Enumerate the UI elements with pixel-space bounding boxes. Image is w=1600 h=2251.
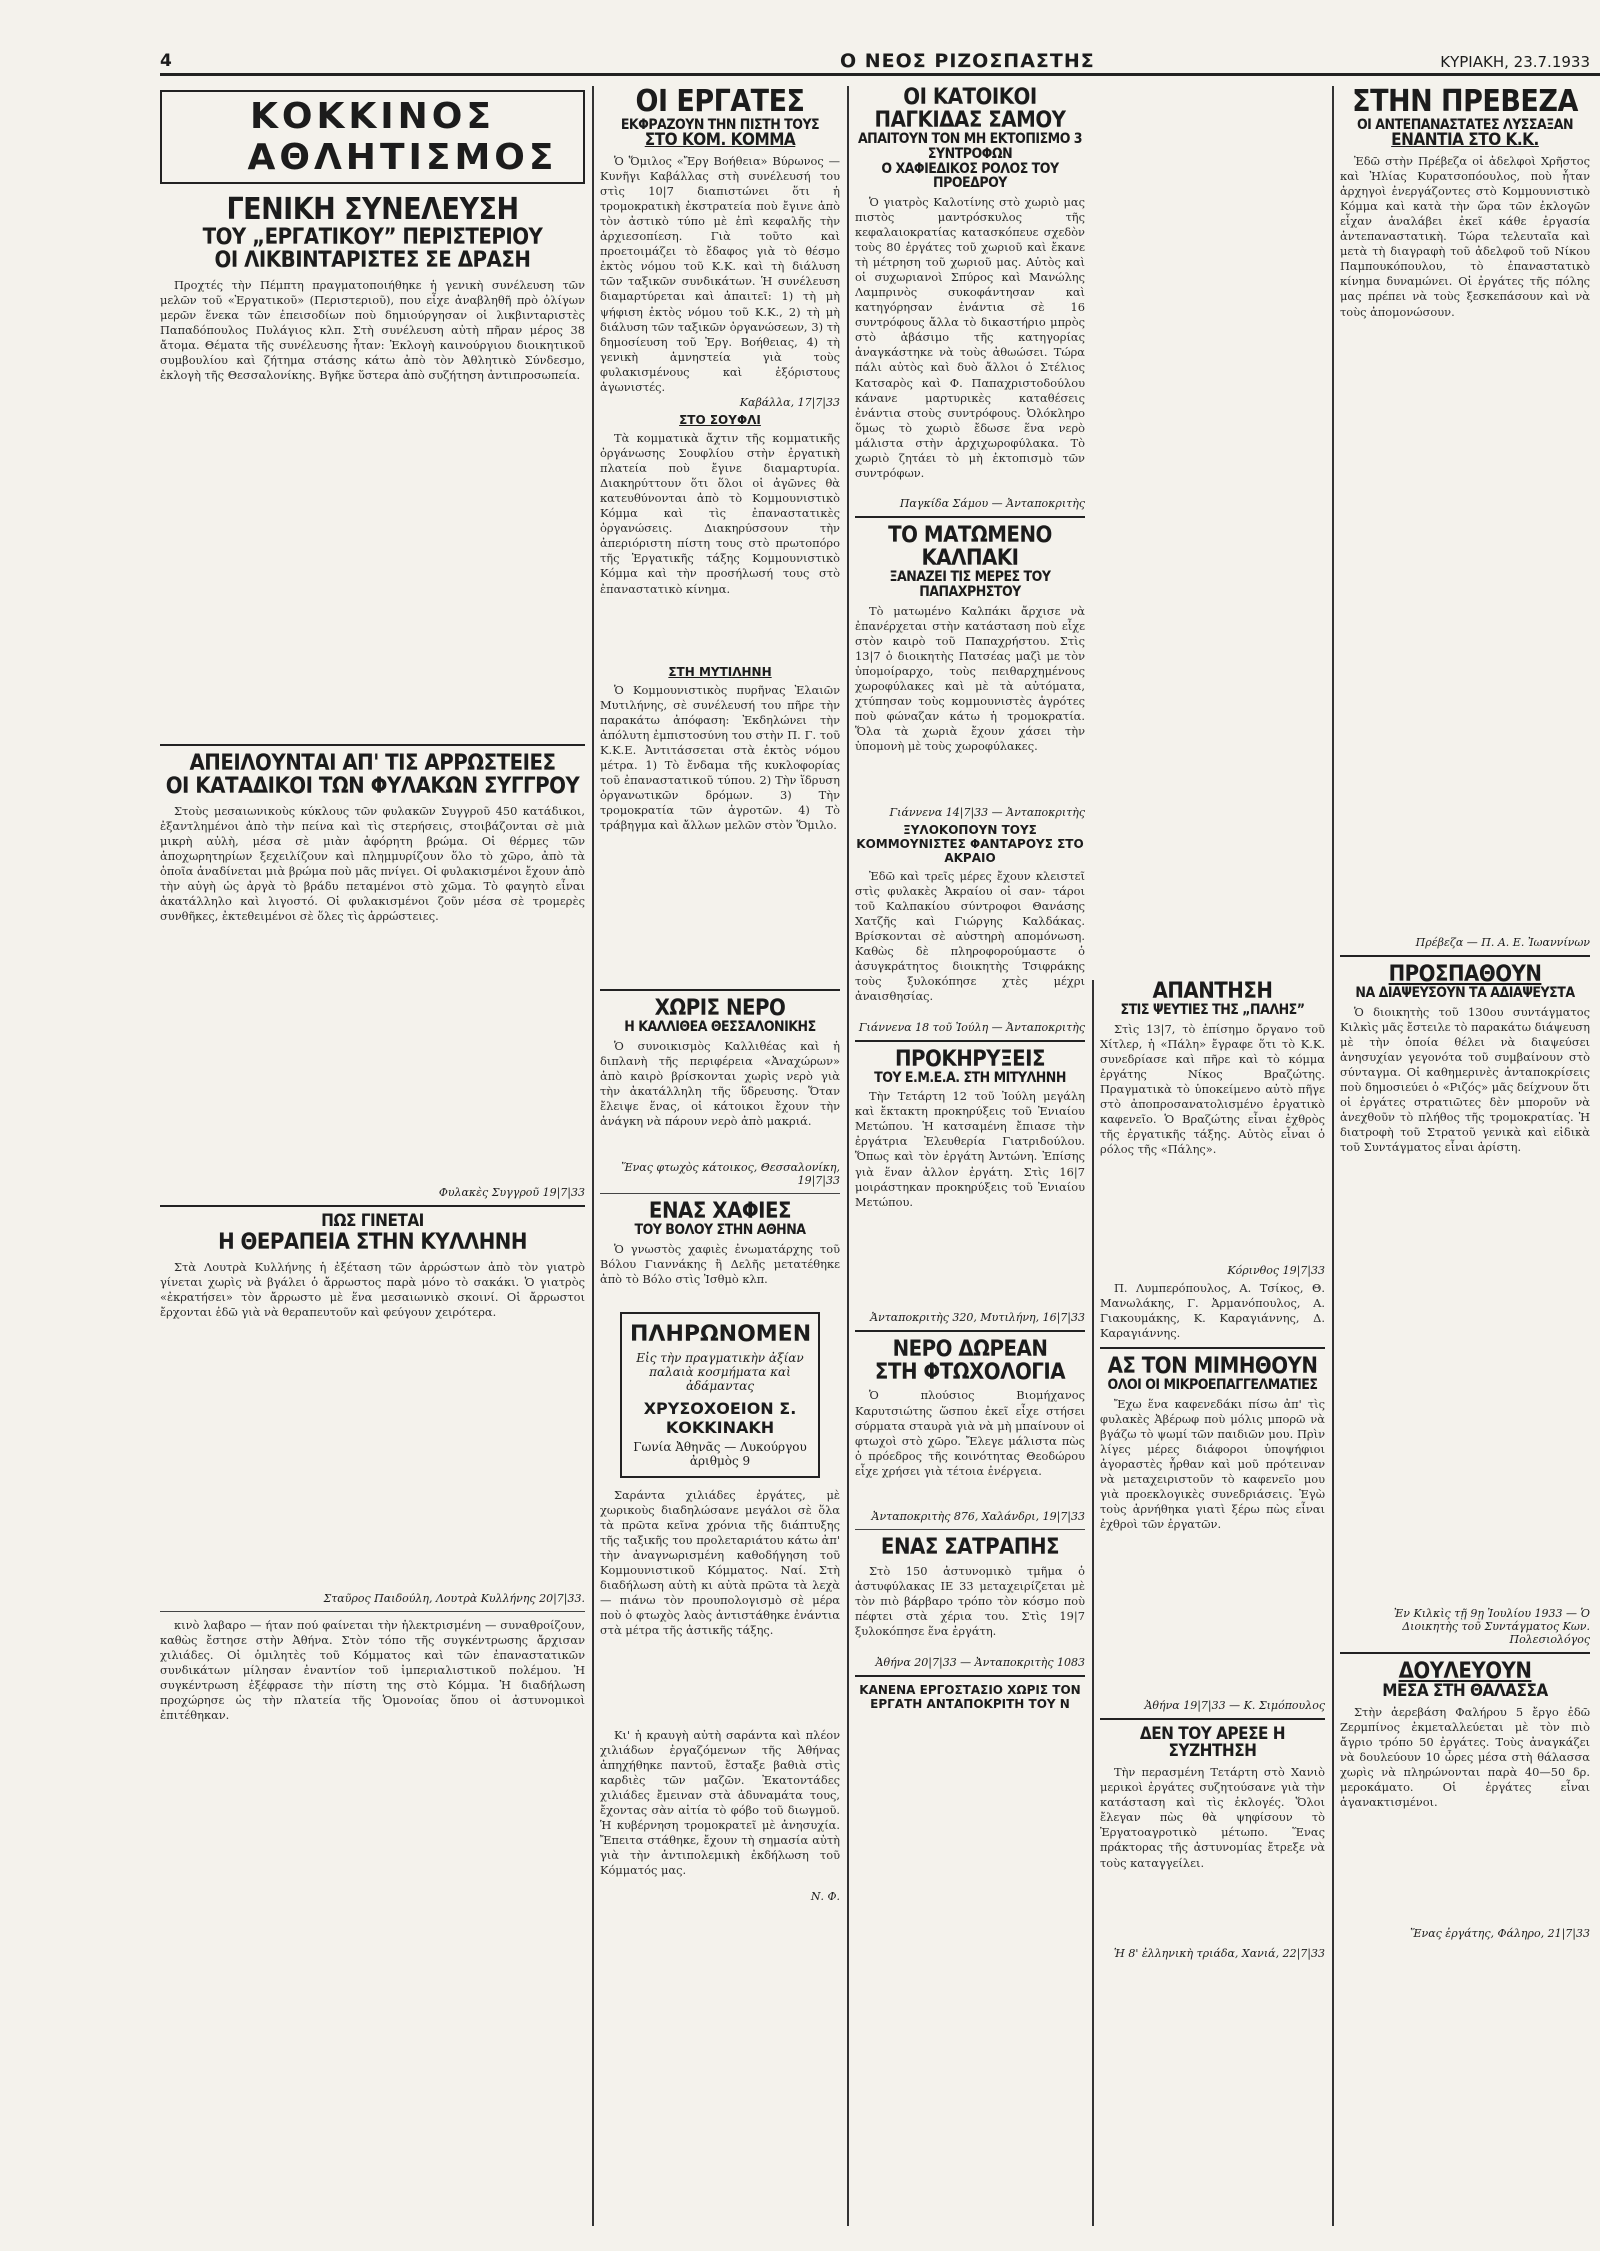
section-logo — [160, 90, 585, 184]
article-signature: Παγκίδα Σάμου — Ἀνταποκριτὴς — [899, 496, 1085, 510]
column-rule — [1332, 86, 1334, 2226]
article-signature: Ἀθήνα 19|7|33 — Κ. Σιμόπουλος — [1144, 1698, 1325, 1712]
headline-satrap: ΕΝΑΣ ΣΑΤΡΑΠΗΣ — [880, 1535, 1060, 1561]
headline-prisoners: ΟΙ ΚΑΤΑΔΙΚΟΙ ΤΩΝ ΦΥΛΑΚΩΝ ΣΥΓΓΡΟΥ — [165, 773, 580, 799]
article-body: Ἔχω ἕνα καφενεδάκι πίσω ἀπ' τὶς φυλακὲς Ἀβέρωφ ποὺ μόλις μπορῶ νὰ βγάζω τὸ ψωμί τῶν παιδιῶν μου. Πρὶν λίγες μέρες διάφοροι ὑποψήφιοι ἀγοραστὲς ἦρθαν καὶ μοῦ πρότειναν νὰ μεταχειριστοῦν τὸ καφενεῖο μου γιὰ προεκλογικὲς συνεδριάσεις. Ἐγὼ τοὺς ἀρνήθηκα γιατὶ ξέρω πὼς εἶναι ἐχθροὶ τῶν ἐργατῶν. — [1100, 1396, 1325, 1531]
divider — [855, 1529, 1085, 1530]
article-body: Κι' ἡ κραυγὴ αὐτὴ σαράντα καὶ πλέον χιλιάδων ἐργαζόμενων τῆς Ἀθήνας ἀπηχήθηκε παντοῦ, ἔσταξε βαθιὰ στὶς καρδιὲς τῶν μαζῶν. Ἐκατοντάδες χιλιάδες ἔμειναν στὰ ἀδυναμάτα τους, ἔχοντας σὰν αἰτία τὸ φόβο τοῦ διωγμοῦ. Ἡ κυβέρνηση τρομοκρατεῖ μὲ ἀνησυχία. Ἔπειτα στάθηκε, ἔχουν τὴ σημασία αὐτὴ γιὰ τὴν ἀντιπολεμικὴ ἐκδήλωση τοῦ Κόμματός μας. — [600, 1727, 840, 1878]
divider — [1100, 1347, 1325, 1349]
headline-trying: ΠΡΟΣΠΑΘΟΥΝ — [1388, 962, 1542, 988]
article-signature: Σταῦρος Παιδούλη, Λουτρὰ Κυλλήνης 20|7|33. — [323, 1591, 585, 1605]
article-signature: Ἕνας φτωχὸς κάτοικος, Θεσσαλονίκη, 19|7|33 — [621, 1160, 840, 1187]
headline-volos: ΤΟΥ ΒΟΛΟΥ ΣΤΗΝ ΑΘΗΝΑ — [634, 1221, 806, 1238]
headline-imitate: ΑΣ ΤΟΝ ΜΙΜΗΘΟΥΝ — [1107, 1353, 1318, 1379]
article-body: Τὰ κομματικὰ ἄχτιν τῆς κομματικῆς ὀργάνωσης Σουφλίου στὴν ἐργατικὴ πλατεία ποὺ ἔγινε διαμαρτυρία. Διακηρύττουν ὅτι ὅλοι οἱ ἀγῶνες θὰ κατευθύνονται ἀπὸ τὸ Κομμουνιστικὸ Κόμμα καὶ τὶς ἐπαναστατικὲς ὀργανώσεις. Διακηρύσσουν τὴν ἀπεριόριστη πίστη τους στὸ πρωτοπόρο τῆς Ἑργατικῆς τάξης Κομμουνιστικὸ Κόμμα καὶ τὴν προσήλωσή τους στὸ ἐπαναστατικὸ κίνημα. — [600, 431, 840, 596]
article-body: Σαράντα χιλιάδες ἐργάτες, μὲ χωρικοὺς διαδηλώσανε μεγάλοι σὲ ὅλα τὰ πρῶτα κεῖνα χρόνια τῆς διάπτυξης τῆς ταξικῆς του προλεταριάτου κάτω ἀπ' τὴν ἀναγνωρισμένη καθοδήγηση τοῦ Κομμουνιστικοῦ Κόμματος. Ναί. Στὴ διαδήλωση αὐτὴ κι αὐτὰ πρῶτα τὰ λεχὰ — πιάνω τὸν προυπολογισμὸ σὲ μέρα ποὺ ὁ φτωχὸς λαὸς ἀντιστάθηκε ἐνάντια στὰ μέτρα τῆς ἀστικῆς τάξης. — [600, 1487, 840, 1638]
article-body: Τὸ ματωμένο Καλπάκι ἄρχισε νὰ ἐπανέρχεται στὴν κατάσταση ποὺ εἶχε στὸν καιρὸ τοῦ Παπαχρήστου. Στὶς 13|7 ὁ διοικητὴς Πατσέας μαζὶ με τὸν ὑπομοίραρχο, τοὺς πειθαρχημένους χωροφύλακες καὶ μὲ τὰ αὐτόματα, χτύπησαν τοὺς κομμουνιστὲς ἀγρότες ποὺ φώναζαν κάτω ἡ τρομοκρατία. Ὅλα τὰ χωριὰ ἔχουν χάσει τὴν ὑπομονὴ μὲ τοὺς χωροφύλακες. — [855, 603, 1085, 753]
article-body: Ὁ γιατρὸς Καλοτίνης στὸ χωριὸ μας πιστὸς μαντρόσκυλος τῆς κεφαλαιοκρατίας κατασκόπευε σχεδὸν τοὺς 80 ἐργάτες τοῦ χωριοῦ καὶ ἔκανε τὴ μέτρηση τοῦ χωριοῦ μας. Αὐτὸς καὶ οἱ συχωριανοὶ Σπύρος καὶ Μανώλης Λαμπρινὸς συκοφάντησαν καὶ κατηγόρησαν ἐνάντια σὲ 16 συντρόφους ἄλλα τὸ δικαστήριο μπρὸς στὸ ἀβάσιμο τῆς κατηγορίας ἀναγκάστηκε νὰ τοὺς ἀθωώσει. Τώρα πάλι αὐτὸς καὶ δυὸ ἄλλοι ὁ Στέλιος Κατσαρὸς καὶ Φ. Παπαχριστοδούλου κάνανε μαρτυρικὲς καταθέσεις ἐνάντια στοὺς συντρόφους. Ὀλόκληρο ὅμως τὸ χωριὸ ἔδωσε ἕνα νερὸ μάλιστα στὴν ἀρχιχωροφύλακα. Τὸ χωριὸ ζητάει τὸ μὴ ἐκτοπισμὸ τῶν συντρόφων. — [855, 194, 1085, 480]
article-body: Στὴν ἀερεβάση Φαλήρου 5 ἔργο ἐδῶ Ζερμπίνος ἐκμεταλλεύεται μὲ τὸν πιὸ ἄγριο τρόπο 50 ἐργάτες. Τοὺς ἀναγκάζει νὰ δουλεύουν 10 ὧρες μέσα στὴ θάλασσα χωρὶς νὰ πληρώνονται παρὰ 40—50 δρ. μεροκάματο. Οἱ ἐργάτες εἶναι ἀγανακτισμένοι. — [1340, 1704, 1590, 1810]
newspaper-title: Ο ΝΕΟΣ ΡΙΖΟΣΠΑΣΤΗΣ — [840, 50, 1095, 72]
column-rule — [592, 86, 594, 2226]
headline-threatened: ΑΠΕΙΛΟΥΝΤΑΙ ΑΠ' ΤΙΣ ΑΡΡΩΣΤΕΙΕΣ — [189, 750, 556, 776]
footer-slogan: ΚΑΝΕΝΑ ΕΡΓΟΣΤΑΣΙΟ ΧΩΡΙΣ ΤΟΝ ΕΡΓΑΤΗ ΑΝΤΑΠΟΚΡΙΤΗ ΤΟΥ Ν — [859, 1682, 1081, 1711]
ad-shop-name: ΧΡΥΣΟΧΟΕΙΟΝ Σ. ΚΟΚΚΙΝΑΚΗ — [643, 1398, 797, 1437]
article-signature: Ἐν Κιλκὶς τῇ 9ῃ Ἰουλίου 1933 — Ὁ Διοικητὴς τοῦ Συντάγματος Κων. Πολεσιολόγος — [1393, 1606, 1590, 1646]
article-signature: Ἡ 8' ἐλληνικὴ τριάδα, Χανιά, 22|7|33 — [1113, 1947, 1325, 1961]
column-3 — [855, 86, 1085, 2226]
issue-date: ΚΥΡΙΑΚΗ, 23.7.1933 — [1440, 53, 1590, 71]
column-5 — [1340, 86, 1590, 2226]
article-body: Τὴν Τετάρτη 12 τοῦ Ἰούλη μεγάλη καὶ ἔκτακτη προκηρύξεις τοῦ Ἐνιαίου Μετώπου. Ἡ κατσαμένη ἔπιασε τὴν ἐργάτρια Ἐλευθερία Γιατριδούλου. Ὅπως καὶ τὸν ἐργάτη Ἀντώνη. Ἐπίσης γιὰ ἕναν ἀλλον ἐργάτη. Στὶς 16|7 μοιράστηκαν προκηρύξεις τοῦ Ἐνιαίου Μετώπου. — [855, 1089, 1085, 1209]
headline-working: ΔΟΥΛΕΥΟΥΝ — [1398, 1658, 1532, 1684]
article-signature: Ν. Φ. — [810, 1889, 840, 1903]
headline-against-kk: ΕΝΑΝΤΙΑ ΣΤΟ Κ.Κ. — [1391, 130, 1539, 151]
column-1 — [160, 86, 585, 2226]
divider — [1340, 1652, 1590, 1654]
article-body: Ὁ συνοικισμὸς Καλλιθέας καὶ ἡ διπλανὴ τῆς περιφέρεια «Ἀναχώρων» ἀπὸ καιρὸ βρίσκονται χωρὶς νερὸ γιὰ τὴν ἀκατάλληλη τῆς ὕδρευσης. Ὅταν ἔλειψε ἕνας, οἱ κάτοικοι ἔχουν τὴν ἀνάγκη νὰ πάρουν νερὸ ἀπὸ μακριά. — [600, 1038, 840, 1129]
headline-workers: ΟΙ ΕΡΓΑΤΕΣ — [635, 86, 805, 119]
article-body: Ἐδῶ καὶ τρεῖς μέρες ἔχουν κλειστεῖ στὶς φυλακὲς Ἀκραίου οἱ σαν- τάροι τοῦ Καλπακίου σύντροφοι Θανάσης Χατζῆς καὶ Γιώργης Καλδάκας. Βρίσκονται σὲ αὐστηρὴ απομόνωση. Καθὼς δὲ πληροφορούμαστε ὁ ἀσυγκράτητος διοικητὴς Τσιφράκης τοὺς ξυλοκόπησε χτὲς μέχρι ἀναισθησίας. — [855, 868, 1085, 1003]
headline-free-water: ΝΕΡΟ ΔΩΡΕΑΝ — [892, 1337, 1048, 1363]
headline-demand: ΑΠΑΙΤΟΥΝ ΤΟΝ ΜΗ ΕΚΤΟΠΙΣΜΟ 3 ΣΥΝΤΡΟΦΩΝ — [857, 131, 1083, 162]
article-signature: Καβάλλα, 17|7|33 — [739, 396, 840, 410]
divider — [600, 1193, 840, 1194]
divider — [855, 1330, 1085, 1332]
ad-subtitle: Εἰς τὴν πραγματικὴν ἀξίαν παλαιὰ κοσμήματα καὶ ἀδάμαντας — [636, 1350, 804, 1393]
article-signature: Ἀνταποκριτὴς 876, Χαλάνδρι, 19|7|33 — [871, 1510, 1085, 1524]
subheading-soufli: ΣΤΟ ΣΟΥΦΛΙ — [679, 413, 761, 428]
divider — [600, 989, 840, 991]
headline-informer: ΕΝΑΣ ΧΑΦΙΕΣ — [648, 1198, 792, 1224]
headline-general-assembly: ΓΕΝΙΚΗ ΣΥΝΕΛΕΥΣΗ — [226, 192, 519, 227]
headline-answer: ΑΠΑΝΤΗΣΗ — [1152, 980, 1273, 1004]
article-body: Ὁ Κομμουνιστικὸς πυρῆνας Ἐλαιῶν Μυτιλήνης, σὲ συνέλευσή του πῆρε τὴν παρακάτω ἀπόφαση: Ἐκδηλώνει τὴν ἀπόλυτη ἐμπιστοσύνη του στὴν Π. Γ. τοῦ Κ.Κ.Ε. Ἀντιτάσσεται στὰ ἐκτὸς νόμου μέτρα. 1) Τὸ ἔνδαμα τῆς κυκλοφορίας τοῦ ἐπαναστατικοῦ τύπου. 2) Τὴν ἵδρυση ὀργανωτικῶν δρόμων. 3) Τὴν τρομοκρατία τῶν ἀγροτῶν. 4) Τὸ τράβηγμα καὶ ἄλλων μελῶν στὸν Ὅμιλο. — [600, 683, 840, 833]
page-number: 4 — [160, 51, 172, 71]
subheading-beating: ΞΥΛΟΚΟΠΟΥΝ ΤΟΥΣ ΚΟΜΜΟΥΝΙΣΤΕΣ ΦΑΝΤΑΡΟΥΣ ΣΤΟ ΑΚΡΑΙΟ — [856, 822, 1084, 865]
article-body: Ὁ Ὅμιλος «Ἔργ Βοήθεια» Βύρωνος — Κυνῆγι Καβάλλας στὴ συνέλευσή του στὶς 10|7 διαπιστώνει ὅτι ἡ τρομοκρατικὴ ἐκστρατεία ποὺ ἔγινε ἀπὸ τὸν ἀστικὸ τύπο μὲ ἐπὶ κεφαλῆς τὴν ἀρχιεσοπίεση. Γιὰ τοῦτο καὶ προετοιμάζει τὸ ἔδαφος γιὰ τὸ θέσμο ἐκτὸς νόμου τοῦ Κ.Κ. καὶ τὴ διάλυση τῶν ταξικῶν συνδικάτων. Ἡ συνέλευση διαμαρτύρεται καὶ ἀπαιτεῖ: 1) τὴ μὴ ψήφιση ἐκτὸς νόμου τοῦ Κ.Κ., 2) τὴ μὴ διάλυση τῶν ταξικῶν ὀργανώσεων, 3) τὴ δημοσίευση τοῦ Ἐργ. Βοήθειας, 4) τὴ γενικὴ ἀμνηστεία γιὰ τοὺς φυλακισμένους καὶ ἐξόριστους ἀγωνιστές. — [600, 154, 840, 394]
article-body: Προχτές τὴν Πέμπτη πραγματοποιήθηκε ἡ γενικὴ συνέλευση τῶν μελῶν τοῦ «Ἐργατικοῦ» (Περιστεριοῦ), που εἶχε ἀναβληθῆ πρὸ ὀλίγων μερῶν ἕνεκα τῶν ἐπεισοδίων ποὺ δημιούργησαν οἱ λικβινταριστὲς Παπαδόπουλος Πυλάγιος κλπ. Στὴ συνέλευση αὐτὴ πῆραν μέρος 38 ἄτομα. Θέματα τῆς συνέλευσης ἦταν: Ἐκλογὴ καινούργιου διοικητικοῦ συμβουλίου καὶ ζήτημα στάσης κάτω ἀπὸ τὸν Ἀθλητικὸ Σύνδεσμο, ἐκλογὴ τῆς Θεσσαλονίκης. Βγῆκε ὕστερα ἀπὸ συζήτηση ἀντιπροσωπεία. — [160, 277, 585, 382]
divider — [855, 1040, 1085, 1042]
divider — [855, 1675, 1085, 1677]
headline-president-role: Ο ΧΑΦΙΕΔΙΚΟΣ ΡΟΛΟΣ ΤΟΥ ΠΡΟΕΔΡΟΥ — [881, 160, 1059, 192]
subheadline-liquidators: ΟΙ ΛΙΚΒΙΝΤΑΡΙΣΤΕΣ ΣΕ ΔΡΑΣΗ — [214, 247, 531, 273]
subheading-mytilini: ΣΤΗ ΜΥΤΙΛΗΝΗ — [668, 665, 772, 680]
headline-emea: ΤΟΥ Ε.Μ.Ε.Α. ΣΤΗ ΜΙΤΥΛΗΝΗ — [874, 1069, 1066, 1086]
article-body: Στὰ Λουτρὰ Κυλλήνης ἡ ἐξέταση τῶν ἀρρώστων ἀπὸ τὸν γιατρὸ γίνεται χωρὶς νὰ βγάλει ὁ ἄρρωστος παρὰ μόνο τὸ σακάκι. Ὁ γιατρὸς «ἐκρατήσει» τὸν ἄρρωστο μὲ ἕνα μεσαιωνικὸ σκοινί. Οἱ ἄρρωστοι ἔρχονται ἐδῶ γιὰ νὰ θεραπευτοῦν καὶ φεύγουν χειρότερα. — [160, 1259, 585, 1319]
headline-discussion: ΔΕΝ ΤΟΥ ΑΡΕΣΕ Η ΣΥΖΗΤΗΣΗ — [1139, 1723, 1286, 1762]
headline-kyllini: Η ΘΕΡΑΠΕΙΑ ΣΤΗΝ ΚΥΛΛΗΝΗ — [218, 1229, 527, 1255]
article-signature: Γιάννενα 14|7|33 — Ἀνταποκριτὴς — [889, 805, 1085, 819]
article-body: Τὴν περασμένη Τετάρτη στὸ Χανιὸ μερικοὶ ἐργάτες συζητούσανε γιὰ τὴν κατάσταση καὶ τὶς ἐκλογές. Ὅλοι ἔλεγαν πὼς θὰ ψηφίσουν τὸ Ἐργατοαγροτικὸ μέτωπο. Ἕνας πράκτορας τῆς ἀστυνομίας ἔτρεξε νὰ τοὺς καταγγείλει. — [1100, 1765, 1325, 1870]
divider — [1100, 1718, 1325, 1720]
divider — [1340, 955, 1590, 957]
headline-residents: ΟΙ ΚΑΤΟΙΚΟΙ ΠΑΓΚΙΔΑΣ ΣΑΜΟΥ — [874, 86, 1066, 134]
article-signature: Φυλακὲς Συγγροῦ 19|7|33 — [438, 1185, 585, 1199]
headline-small-traders: ΟΛΟΙ ΟΙ ΜΙΚΡΟΕΠΑΓΓΕΛΜΑΤΙΕΣ — [1107, 1376, 1318, 1393]
article-body: Στοὺς μεσαιωνικοὺς κύκλους τῶν φυλακῶν Συγγροῦ 450 κατάδικοι, ἐξαντλημένοι ἀπὸ τὴν πείνα καὶ τὶς στερήσεις, στοιβάζονται σὲ μιὰ μικρὴ αὐλὴ, μέσα σὲ μιὰν ἀφόρητη βρώμα. Οἱ θέρμες τῶν ἀποχωρητηρίων ξεχειλίζουν καὶ πλημμυρίζουν ὅλο τὸ χῶρο, ἀπὸ τὰ ὁποῖα ἀναδίνεται μιὰ βρώμα ποὺ μᾶς πνίγει. Οἱ φυλακισμένοι ἔχουν ἀπὸ τὴν αὐγὴ ὡς ἀργὰ τὸ βράδυ πεταμένοι στὸ χῶμα. Τὸ φαγητὸ εἶναι ἀκατάλληλο καὶ λιγοστό. Οἱ φυλακισμένοι ζοῦν μέσα σὲ τρομερὲς συνθῆκες, ἐκτεθειμένοι σὲ ὅλες τὶς ἀρρώστειες. — [160, 803, 585, 924]
divider — [855, 516, 1085, 518]
article-signature: Γιάννενα 18 τοῦ Ἰούλη — Ἀνταποκριτὴς — [858, 1020, 1085, 1034]
headline-no-water: ΧΩΡΙΣ ΝΕΡΟ — [654, 996, 786, 1022]
headline-in-sea: ΜΕΣΑ ΣΤΗ ΘΑΛΑΣΣΑ — [1382, 1680, 1548, 1701]
article-body: κινὸ λαβαρο — ήταν πού φαίνεται τὴν ἠλεκτρισμένη — συναθροίζουν, καθὼς ἔστησε στὴν Ἀθήνα. Στὸν τόπο τῆς συγκέντρωσης ἄρχισαν χιλιάδες. Οἱ ὁμιλητὲς τοῦ Κόμματος καὶ τῶν ἐπαναστατικῶν συνδικάτων μίλησαν ἐναντίον τοῦ ἰμπεριαλιστικοῦ πολέμου. Ἡ συγκέντρωση ἐξέφρασε τὴν πίστη της στὸ Κόμμα. Ἡ διαδήλωση προχώρησε ὡς τὴν πλατεία τῆς Ὁμονοίας ὅπου οἱ ἀστυνομικοὶ ἐπιτέθηκαν. — [160, 1617, 585, 1723]
headline-lies: ΣΤΙΣ ΨΕΥΤΙΕΣ ΤΗΣ „ΠΑΛΗΣ” — [1120, 1002, 1305, 1019]
headline-counterrevolutionaries: ΟΙ ΑΝΤΕΠΑΝΑΣΤΑΤΕΣ ΛΥΣΣΑΞΑΝ — [1356, 116, 1574, 133]
headline-papachristou: ΞΑΝΑΖΕΙ ΤΙΣ ΜΕΡΕΣ ΤΟΥ ΠΑΠΑΧΡΗΣΤΟΥ — [889, 569, 1051, 600]
article-body: Ἐδῶ στὴν Πρέβεζα οἱ ἀδελφοὶ Χρῆστος καὶ Ἠλίας Κυρατσοπόουλος, ποὺ ἦταν ἀρχηγοὶ ἐνεργάζοντες στὸ Κομμουνιστικὸ Κόμμα καὶ κατὰ τὴν ὥρα τῶν ἐκλογῶν εἶχαν ἀναλάβει ἐκεῖ κάθε ἐργασία ἀντεπαναστατικὴ. Τώρα τελευταῖα καὶ μετὰ τὴ διαγραφὴ τοῦ ἀδελφοῦ τοῦ Νίκου Παμπουκόπουλου, τὸ ἐπαναστατικὸ κίνημα δυναμώνει. Οἱ ἐργάτες τῆς πόλης μας πρέπει νὰ τοὺς ξεσκεπάσουν καὶ νὰ τοὺς ἀπομονώσουν. — [1340, 154, 1590, 319]
headline-proclamations: ΠΡΟΚΗΡΥΞΕΙΣ — [894, 1046, 1046, 1072]
article-body: Ὁ γνωστὸς χαφιὲς ἐνωματάρχης τοῦ Βόλου Γιαννάκης ἢ Δελῆς μετατέθηκε ἀπὸ τὸ Βόλο στὶς Ἰσθμὸ κλπ. — [600, 1241, 840, 1286]
headline-ergatikos: ΤΟΥ „ΕΡΓΑΤΙΚΟΥ” ΠΕΡΙΣΤΕΡΙΟΥ — [202, 224, 543, 250]
headline-kallithea: Η ΚΑΛΛΙΘΕΑ ΘΕΣΣΑΛΟΝΙΚΗΣ — [624, 1019, 816, 1036]
logo-line-2: ΑΘΛΗΤΙΣΜΟΣ — [247, 137, 558, 178]
headline-to-party: ΣΤΟ ΚΟΜ. ΚΟΜΜΑ — [644, 130, 796, 151]
article-body: Ὁ πλούσιος Βιομήχανος Καρυτσιώτης ὥσπου ἐκεῖ εἶχε στήσει σύρματα σταυρὰ γιὰ νὰ μὴ μπαίνουν οἱ φτωχοὶ στὸ χῶρο. Ἔλεγε μάλιστα πὼς ὁ πρόεδρος τῆς κοινότητας Θεοδώρου εἶχε χρήσει γιὰ τέτοια ἐνέργεια. — [855, 1388, 1085, 1478]
divider — [160, 744, 585, 746]
article-body: Στὶς 13|7, τὸ ἐπίσημο ὄργανο τοῦ Χίτλερ, ἡ «Πάλη» ἔγραφε ὅτι τὸ Κ.Κ. συνεδρίασε καὶ πῆρε καὶ τὸ κόμμα ἐργάτης Νίκος Βραζώτης. Πραγματικὰ τὸ ὑποκείμενο αὐτὸ πῆγε στὸ ἀποπροσανατολισμένο ἐργατικὸ καφενεῖο. Ὁ Βραζώτης εἶναι ἐχθρὸς τῆς ἐργατικῆς τάξης. Αὐτὸς εἶναι ὁ ρόλος τῆς «Πάλης». — [1100, 1021, 1325, 1157]
article-signature: Ἀνταποκριτὴς 320, Μυτιλήνη, 16|7|33 — [870, 1311, 1085, 1325]
article-signature: Ἀθήνα 20|7|33 — Ἀνταποκριτὴς 1083 — [875, 1655, 1085, 1669]
headline-how: ΠΩΣ ΓΙΝΕΤΑΙ — [321, 1210, 424, 1231]
article-body: Στὸ 150 ἀστυνομικὸ τμῆμα ὁ ἀστυφύλακας ΙΕ 33 μεταχειρίζεται μὲ τὸν πιὸ βάρβαρο τρόπο τὸν κόσμο ποὺ πέφτει στὰ χέρια του. Στὶς 19|7 ξυλοκόπησε ἕνα ἐργάτη. — [855, 1563, 1085, 1638]
column-4 — [1100, 980, 1325, 2226]
divider — [160, 1205, 585, 1207]
column-rule — [847, 86, 849, 2226]
headline-kalpaki: ΤΟ ΜΑΤΩΜΕΝΟ ΚΑΛΠΑΚΙ — [888, 522, 1052, 572]
article-signature: Πρέβεζα — Π. Α. Ε. Ἰωαννίνων — [1415, 936, 1590, 950]
column-2 — [600, 86, 840, 2226]
headline-express-faith: ΕΚΦΡΑΖΟΥΝ ΤΗΝ ΠΙΣΤΗ ΤΟΥΣ — [620, 116, 820, 133]
headline-preveza: ΣΤΗΝ ΠΡΕΒΕΖΑ — [1352, 86, 1578, 119]
masthead — [160, 50, 1600, 76]
ad-address: Γωνία Ἀθηνᾶς — Λυκούργου ἀριθμὸς 9 — [633, 1439, 807, 1468]
headline-deny: ΝΑ ΔΙΑΨΕΥΣΟΥΝ ΤΑ ΑΔΙΑΨΕΥΣΤΑ — [1355, 985, 1575, 1002]
divider — [160, 1611, 585, 1612]
advertisement-box — [620, 1312, 820, 1478]
column-rule — [1092, 980, 1094, 2226]
ad-title: ΠΛΗΡΩΝΟΜΕΝ — [630, 1321, 812, 1347]
article-body: Π. Λυμπερόπουλος, Α. Τσίκος, Θ. Μανωλάκης, Γ. Ἀρμανόπουλος, Α. Γιακουμάκης, Κ. Καραγιάννης, Δ. Καραγιάννης. — [1100, 1280, 1325, 1340]
article-signature: Κόρινθος 19|7|33 — [1227, 1263, 1325, 1277]
headline-poor: ΣΤΗ ΦΤΩΧΟΛΟΓΙΑ — [874, 1360, 1066, 1386]
logo-line-1: ΚΟΚΚΙΝΟΣ — [249, 96, 495, 137]
article-signature: Ἕνας ἐργάτης, Φάληρο, 21|7|33 — [1410, 1926, 1590, 1940]
article-body: Ὁ διοικητὴς τοῦ 130ου συντάγματος Κιλκὶς μᾶς ἔστειλε τὸ παρακάτω διάψευση μὲ τὴν ὁποία θέλει νὰ διαψεύσει ἀνησυχίαν γεγονότα τοῦ συμβαίνουν στὸ σύνταγμα. Οἱ καθημερινὲς ἀνταποκρίσεις ποὺ δημοσιεύει ὁ «Ριζός» μᾶς δείχνουν ὅτι οἱ ἐργάτες στρατιῶτες δὲν μποροῦν νὰ ἀνεχθοῦν τὸ πλήθος τῆς τρομοκρατίας. Ἡ διατροφὴ τοῦ Στρατοῦ γενικὰ καὶ εἰδικὰ τοῦ Συντάγματος εἶναι ἀρίστη. — [1340, 1004, 1590, 1155]
